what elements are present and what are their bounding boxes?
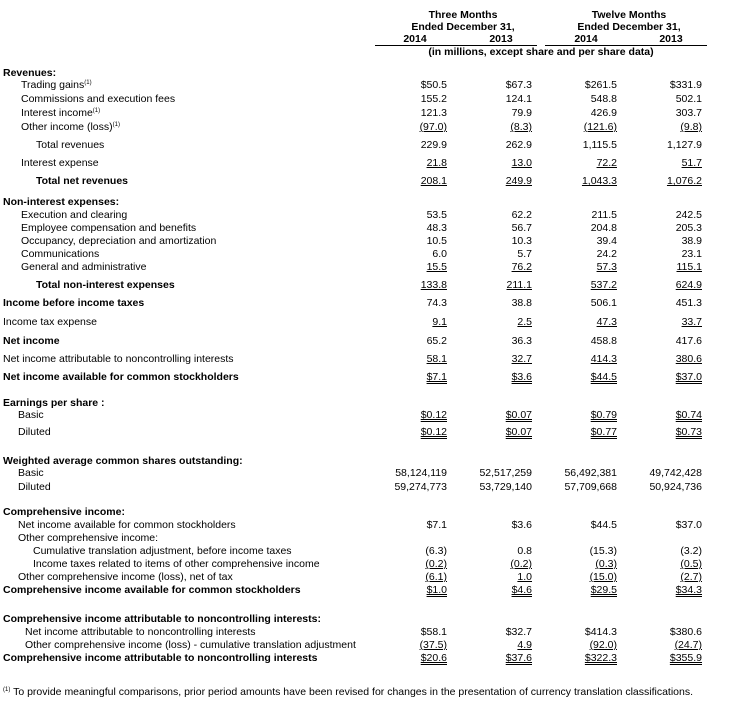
table-cell: 79.9 [511,107,532,119]
table-cell: 1,127.9 [666,139,702,151]
row-label-text: Trading gains [21,79,85,91]
row-label-text: Diluted [18,426,51,438]
row-total-non-interest-label [36,279,175,291]
table-cell: 205.3 [675,222,702,234]
row-general-admin-label [21,261,146,273]
table-cell: 537.2 [590,279,617,291]
row-label-text: Interest expense [21,157,99,169]
table-cell: 1,115.5 [582,139,617,151]
row-label-text: Net income attributable to noncontrolling interests [25,626,256,638]
row-label-text: Other income (loss) [21,121,113,133]
table-cell: 13.0 [511,157,532,169]
section-heading-comprehensive: Comprehensive income: [3,506,125,518]
row-shares-basic-label [18,467,44,479]
table-cell: 74.3 [426,297,447,309]
table-cell: 47.3 [596,316,617,328]
row-label-text: Commissions and execution fees [21,93,176,105]
table-cell: 6.0 [432,248,447,260]
table-cell: 121.3 [420,107,447,119]
section-heading-other-comprehensive: Other comprehensive income: [18,532,159,544]
table-cell: 211.5 [591,209,617,221]
row-execution-clearing-label [21,209,127,221]
table-cell: $3.6 [511,371,532,383]
header-year: 2014 [403,33,427,45]
table-cell: 48.3 [426,222,447,234]
table-cell: 36.3 [511,335,532,347]
table-cell: 15.5 [426,261,447,273]
table-cell: (24.7) [674,639,702,651]
row-label-text: Total revenues [36,139,105,151]
table-cell: 458.8 [590,335,617,347]
row-label-text: Other comprehensive income (loss) - cumulative translation adjustment [25,639,356,651]
section-heading-non-interest: Non-interest expenses: [3,196,120,208]
table-cell: (0.3) [595,558,617,570]
row-label-text: General and administrative [21,261,147,273]
footnote [3,686,693,698]
table-cell: 65.2 [426,335,447,347]
table-cell: (0.2) [510,558,532,570]
table-cell: 38.9 [681,235,702,247]
header-year: 2013 [659,33,683,45]
row-comp-nci-net-label [25,626,256,638]
table-cell: 426.9 [590,107,617,119]
table-cell: 56,492,381 [564,467,617,479]
table-cell: (121.6) [583,121,617,133]
row-label-text: Total non-interest expenses [36,279,175,291]
table-cell: 51.7 [681,157,702,169]
table-cell: $0.12 [420,426,447,438]
row-net-income-available-label [3,371,239,383]
table-cell: (6.3) [425,545,447,557]
row-label-text: Income before income taxes [3,297,145,309]
footnote-ref: (1) [112,122,120,128]
table-cell: 50,924,736 [649,481,702,493]
row-income-tax-label [3,316,97,328]
header-year: 2013 [489,33,513,45]
table-cell: (0.2) [425,558,447,570]
table-cell: 249.9 [505,175,532,187]
table-cell: 23.1 [681,248,702,260]
table-cell: 39.4 [596,235,617,247]
row-label-text: Net income available for common stockholders [3,371,239,383]
row-label-text: Comprehensive income available for common stockholders [3,584,301,596]
row-label-text: Total net revenues [36,175,128,187]
units-note: (in millions, except share and per share data) [428,46,654,58]
row-nci-label [3,353,234,365]
row-total-revenues-label [36,139,104,151]
footnote-ref: (1) [92,108,101,114]
table-cell: $37.0 [675,519,702,531]
table-cell: 62.2 [511,209,532,221]
row-comp-nci-total-label [3,652,317,664]
table-cell: (15.3) [589,545,617,557]
table-cell: $261.5 [584,79,617,91]
table-cell: 624.9 [675,279,702,291]
row-employee-compensation-label [21,222,196,234]
table-cell: 0.8 [517,545,532,557]
table-cell: $50.5 [420,79,447,91]
table-cell: $29.5 [590,584,617,596]
section-heading-comp-nci: Comprehensive income attributable to noncontrolling interests: [3,613,321,625]
header-three-months-ended: Ended December 31, [411,21,515,33]
row-comp-income-total-label [3,584,301,596]
table-cell: 548.8 [590,93,617,105]
table-cell: 49,742,428 [649,467,702,479]
table-cell: 38.8 [511,297,532,309]
row-label-text: Other comprehensive income (loss), net of tax [18,571,233,583]
row-label-text: Net income available for common stockholders [18,519,236,531]
table-cell: $7.1 [426,371,447,383]
table-cell: 211.1 [506,279,532,291]
header-twelve-months: Twelve Months [591,9,667,21]
row-label-text: Basic [18,467,44,479]
table-cell: $1.0 [426,584,447,596]
table-cell: $37.0 [675,371,702,383]
table-cell: (0.5) [680,558,702,570]
row-comp-net-available-label [18,519,236,531]
table-cell: 1.0 [517,571,532,583]
table-cell: 417.6 [675,335,702,347]
table-cell: 56.7 [511,222,532,234]
table-cell: 502.1 [675,93,702,105]
row-oci-taxes-label [33,558,320,570]
table-cell: 124.1 [505,93,532,105]
table-cell: 57,709,668 [564,481,617,493]
table-cell: 10.3 [511,235,532,247]
table-cell: 208.1 [420,175,447,187]
table-cell: $44.5 [590,519,617,531]
table-cell: $0.12 [420,409,447,421]
table-cell: $331.9 [669,79,702,91]
row-interest-income-label [21,107,100,119]
row-label-text: Net income attributable to noncontrolling interests [3,353,234,365]
table-cell: (15.0) [589,571,617,583]
row-communications-label [21,248,99,260]
table-cell: (9.8) [680,121,702,133]
table-cell: (2.7) [680,571,702,583]
table-cell: 53,729,140 [479,481,532,493]
row-label-text: Basic [18,409,44,421]
table-cell: $0.73 [675,426,702,438]
table-cell: 76.2 [511,261,532,273]
row-occupancy-label [21,235,216,247]
row-label-text: Communications [21,248,100,260]
row-oci-net-label [18,571,233,583]
section-heading-eps: Earnings per share : [3,397,105,409]
table-cell: 57.3 [596,261,617,273]
row-label-text: Income tax expense [3,316,97,328]
table-cell: 58.1 [426,353,447,365]
table-cell: 115.1 [676,261,702,273]
row-label-text: Net income [3,335,60,347]
table-cell: 32.7 [511,353,532,365]
table-cell: 303.7 [675,107,702,119]
table-cell: $0.07 [505,426,532,438]
table-cell: 10.5 [426,235,447,247]
table-cell: 380.6 [675,353,702,365]
row-comp-nci-oci-label [25,639,356,651]
table-cell: 72.2 [596,157,617,169]
table-cell: 58,124,119 [395,467,447,479]
footnote-marker: (1) [3,687,11,693]
row-label-text: Execution and clearing [21,209,128,221]
table-cell: $322.3 [584,652,617,664]
table-cell: 229.9 [420,139,447,151]
table-cell: $380.6 [669,626,702,638]
table-cell: 1,043.3 [581,175,617,187]
header-twelve-months-ended: Ended December 31, [577,21,681,33]
row-label-text: Cumulative translation adjustment, before income taxes [33,545,292,557]
row-label-text: Employee compensation and benefits [21,222,197,234]
table-cell: 242.5 [675,209,702,221]
table-cell: $20.6 [420,652,447,664]
row-trading-gains-label [21,79,92,91]
table-cell: 155.2 [420,93,447,105]
table-cell: $3.6 [511,519,532,531]
row-label-text: Interest income [21,107,93,119]
row-label-text: Occupancy, depreciation and amortization [21,235,217,247]
table-cell: 24.2 [596,248,617,260]
row-income-before-tax-label [3,297,144,309]
table-cell: $58.1 [420,626,447,638]
row-other-income-label [21,121,120,133]
footnote-ref: (1) [84,80,92,86]
table-cell: $0.74 [675,409,702,421]
table-cell: 414.3 [590,353,617,365]
table-cell: $37.6 [505,652,532,664]
row-eps-diluted-label [18,426,51,438]
header-three-months: Three Months [428,9,498,21]
table-cell: 133.8 [420,279,447,291]
section-heading-shares: Weighted average common shares outstanding: [3,455,243,467]
table-cell: 21.8 [426,157,447,169]
table-cell: $4.6 [511,584,532,596]
table-cell: 33.7 [681,316,702,328]
table-cell: $0.77 [590,426,617,438]
footnote-text: To provide meaningful comparisons, prior period amounts have been revised for changes in the presentation of currency translation classifications. [13,686,694,698]
table-cell: (37.5) [419,639,447,651]
table-cell: $414.3 [584,626,617,638]
table-cell: $32.7 [505,626,532,638]
table-cell: (8.3) [510,121,532,133]
table-cell: (3.2) [680,545,702,557]
table-cell: (6.1) [425,571,447,583]
row-shares-diluted-label [18,481,51,493]
row-net-income-label [3,335,60,347]
table-cell: $34.3 [675,584,702,596]
table-cell: 53.5 [426,209,447,221]
header-year: 2014 [574,33,598,45]
table-cell: $355.9 [669,652,702,664]
section-heading-revenues: Revenues: [3,67,57,79]
table-cell: 451.3 [675,297,702,309]
table-cell: $44.5 [590,371,617,383]
table-cell: $0.79 [590,409,617,421]
table-cell: 4.9 [517,639,532,651]
table-cell: 262.9 [505,139,532,151]
row-label-text: Diluted [18,481,51,493]
table-cell: 9.1 [432,316,447,328]
row-total-net-revenues-label [36,175,128,187]
table-cell: 59,274,773 [394,481,447,493]
table-cell: 52,517,259 [479,467,532,479]
table-cell: (97.0) [419,121,447,133]
row-interest-expense-label [21,157,99,169]
table-cell: 204.8 [590,222,617,234]
row-cta-before-tax-label [33,545,292,557]
table-cell: (92.0) [589,639,617,651]
table-cell: 1,076.2 [666,175,702,187]
table-cell: $7.1 [426,519,447,531]
table-cell: 2.5 [517,316,532,328]
table-cell: 5.7 [517,248,532,260]
row-label-text: Comprehensive income attributable to noncontrolling interests [3,652,318,664]
row-eps-basic-label [18,409,44,421]
table-cell: $0.07 [505,409,532,421]
table-cell: 506.1 [590,297,617,309]
row-commissions-label [21,93,175,105]
row-label-text: Income taxes related to items of other comprehensive income [33,558,320,570]
table-cell: $67.3 [505,79,532,91]
